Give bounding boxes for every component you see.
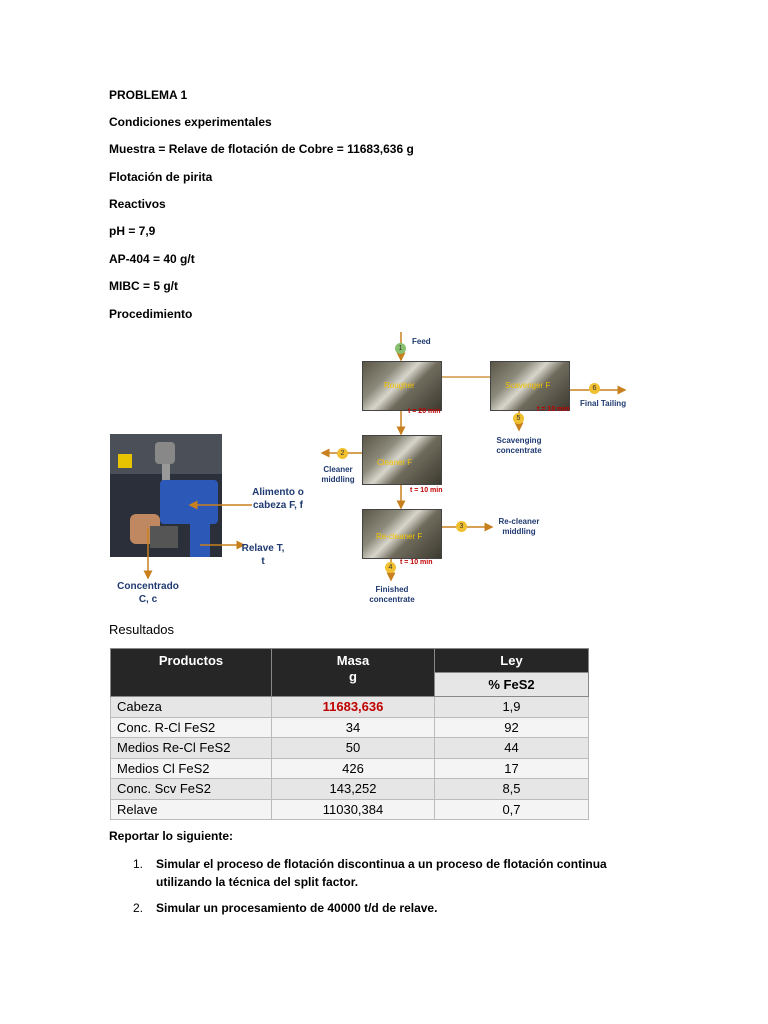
node-3: 3 <box>456 521 467 532</box>
table-row <box>111 758 589 779</box>
feed-label: Alimento o cabeza F, f <box>252 487 304 511</box>
cleaner-label: Cleaner F <box>377 458 413 467</box>
mibc-line: MIBC = 5 g/t <box>109 279 179 293</box>
cell-grade: 1,9 <box>435 697 589 718</box>
cleaner-time: t = 10 min <box>410 487 443 494</box>
col-mass <box>272 649 435 697</box>
cell-product: Relave <box>111 799 272 820</box>
recleaner-time: t = 10 min <box>400 559 433 566</box>
feed-text: Feed <box>412 337 431 346</box>
list-text: Simular el proceso de flotación discontinua a un proceso de flotación continua utilizando la técnica del split factor. <box>156 857 607 889</box>
list-number: 2. <box>133 901 144 915</box>
report-heading: Reportar lo siguiente: <box>109 829 234 843</box>
flotation-line: Flotación de pirita <box>109 170 213 184</box>
cell-mass: 143,252 <box>272 779 435 800</box>
recleaner-label: Re-cleaner F <box>376 532 423 541</box>
cell-product: Cabeza <box>111 697 272 718</box>
cell-mass: 34 <box>272 717 435 738</box>
lab-machine-photo <box>110 434 222 557</box>
results-table <box>110 648 589 820</box>
scavenger-time: t = 10 min <box>537 406 570 413</box>
cell-grade: 92 <box>435 717 589 738</box>
cell-product: Medios Cl FeS2 <box>111 758 272 779</box>
finished-concentrate-text: Finished concentrate <box>369 585 415 604</box>
cell-grade: 17 <box>435 758 589 779</box>
list-item <box>109 899 649 917</box>
rougher-time: t = 20 min <box>408 408 441 415</box>
cell-mass: 11030,384 <box>272 799 435 820</box>
sample-line: Muestra = Relave de flotación de Cobre = 11683,636 g <box>109 142 414 156</box>
scavenging-concentrate-text: Scavenging concentrate <box>496 436 542 455</box>
cell-product: Medios Re-Cl FeS2 <box>111 738 272 759</box>
tail-label: Relave T, t <box>241 543 285 567</box>
node-1: 1 <box>395 343 406 354</box>
node-6: 6 <box>589 383 600 394</box>
table-row <box>111 697 589 718</box>
table-header-row <box>111 649 589 673</box>
node-4: 4 <box>385 562 396 573</box>
reagents-heading: Reactivos <box>109 197 166 211</box>
col-mass-label: Masa <box>336 653 370 668</box>
conditions-heading: Condiciones experimentales <box>109 115 272 129</box>
col-products: Productos <box>111 649 272 697</box>
cell-product: Conc. Scv FeS2 <box>111 779 272 800</box>
node-2: 2 <box>337 448 348 459</box>
cell-mass: 426 <box>272 758 435 779</box>
cleaner-middling-text: Cleaner middling <box>321 465 355 484</box>
cell-grade: 0,7 <box>435 799 589 820</box>
col-grade-sub: % FeS2 <box>435 673 589 697</box>
procedure-heading: Procedimiento <box>109 307 193 321</box>
results-heading: Resultados <box>109 622 175 637</box>
ap-line: AP-404 = 40 g/t <box>109 252 195 266</box>
problem-title: PROBLEMA 1 <box>109 88 188 102</box>
ph-line: pH = 7,9 <box>109 224 156 238</box>
list-item <box>109 855 649 891</box>
cell-product: Conc. R-Cl FeS2 <box>111 717 272 738</box>
cell-mass: 11683,636 <box>272 697 435 718</box>
list-number: 1. <box>133 857 144 871</box>
cell-grade: 8,5 <box>435 779 589 800</box>
table-row <box>111 779 589 800</box>
node-5: 5 <box>513 413 524 424</box>
list-text: Simular un procesamiento de 40000 t/d de relave. <box>156 901 438 915</box>
concentrate-label: Concentrado C, c <box>117 581 179 605</box>
scavenger-label: Scavenger F <box>505 381 551 390</box>
report-list <box>109 855 649 925</box>
table-row <box>111 799 589 820</box>
rougher-label: Rougher <box>384 381 415 390</box>
col-mass-unit: g <box>349 669 357 684</box>
table-row <box>111 717 589 738</box>
cell-mass: 50 <box>272 738 435 759</box>
recleaner-middling-text: Re-cleaner middling <box>498 517 540 536</box>
table-row <box>111 738 589 759</box>
final-tailing-text: Final Tailing <box>580 399 627 408</box>
cell-grade: 44 <box>435 738 589 759</box>
col-grade: Ley <box>435 649 589 673</box>
